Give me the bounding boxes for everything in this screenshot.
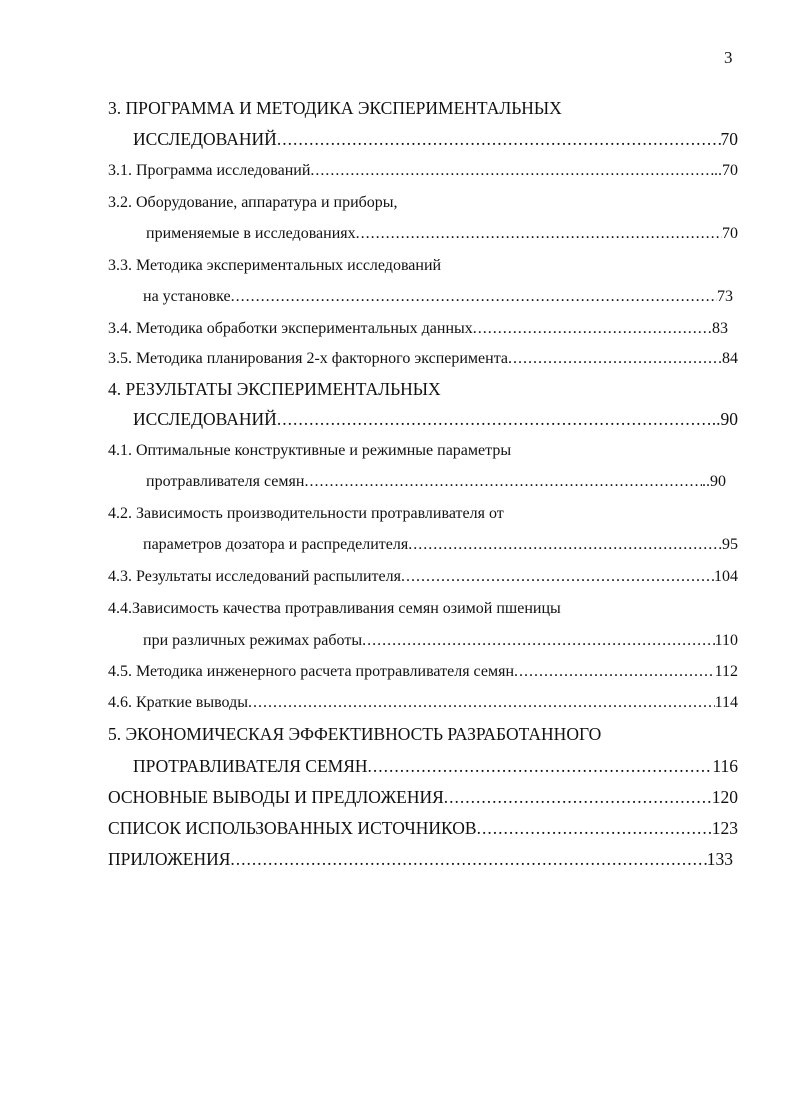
leader-dots: [310, 158, 714, 184]
toc-entry-text: 5. ЭКОНОМИЧЕСКАЯ ЭФФЕКТИВНОСТЬ РАЗРАБОТАННОГО: [108, 724, 602, 744]
toc-entry-3-2-cont: [146, 221, 738, 247]
toc-entry-3-heading: [108, 95, 738, 121]
toc-entry-text: 4. РЕЗУЛЬТАТЫ ЭКСПЕРИМЕНТАЛЬНЫХ: [108, 379, 441, 399]
toc-entry-text: 3. ПРОГРАММА И МЕТОДИКА ЭКСПЕРИМЕНТАЛЬНЫХ: [108, 98, 562, 118]
toc-entry-page: 70: [720, 129, 738, 149]
toc-entry-4-heading: [108, 376, 738, 402]
toc-entry-text: 4.2. Зависимость производительности протравливателя от: [108, 505, 504, 522]
toc-entry-text: 3.4. Методика обработки экспериментальных данных: [108, 320, 473, 337]
toc-entry-references: [108, 815, 738, 841]
toc-entry-3-5: [108, 346, 738, 372]
toc-entry-page: 110: [714, 632, 738, 649]
leader-dots: [277, 406, 712, 432]
leader-dots: [477, 815, 712, 841]
toc-entry-appendices: [108, 846, 733, 872]
toc-entry-text: 4.4.Зависимость качества протравливания семян озимой пшеницы: [108, 600, 561, 617]
leader-dots: [362, 628, 715, 654]
toc-entry-text: ПРОТРАВЛИВАТЕЛЯ СЕМЯН: [133, 756, 368, 776]
toc-entry-text: 4.5. Методика инженерного расчета протравливателя семян: [108, 663, 514, 680]
leader-dots: [508, 346, 722, 372]
toc-entry-text: на установке: [143, 288, 231, 305]
toc-entry-page: ..90: [711, 409, 738, 429]
toc-entry-5-heading: [108, 721, 738, 747]
toc-entry-text: 4.6. Краткие выводы: [108, 694, 248, 711]
toc-entry-page: ..90: [702, 473, 726, 490]
toc-entry-text: 3.3. Методика экспериментальных исследований: [108, 257, 442, 274]
toc-entry-page: 123: [711, 818, 738, 838]
toc-entry-page: 83: [712, 320, 728, 337]
toc-entry-text: 4.3. Результаты исследований распылителя: [108, 568, 401, 585]
toc-entry-4-1: [108, 438, 738, 464]
leader-dots: [230, 846, 706, 872]
toc-entry-conclusions: [108, 784, 738, 810]
toc-entry-text: 3.1. Программа исследований: [108, 162, 311, 179]
toc-entry-page: 104: [714, 568, 738, 585]
toc-entry-5-heading-cont: [133, 753, 738, 779]
toc-entry-3-2: [108, 190, 738, 216]
toc-entry-page: 95: [722, 536, 738, 553]
toc-entry-text: 3.2. Оборудование, аппаратура и приборы,: [108, 194, 398, 211]
toc-entry-3-1: [108, 158, 738, 184]
toc-entry-text: ИССЛЕДОВАНИЙ: [133, 409, 277, 429]
toc-entry-text: применяемые в исследованиях: [146, 225, 356, 242]
toc-entry-4-heading-cont: [133, 406, 738, 432]
toc-entry-4-4: [108, 596, 738, 622]
toc-entry-4-5: [108, 659, 738, 685]
toc-entry-4-2: [108, 501, 738, 527]
leader-dots: [248, 690, 715, 716]
toc-entry-page: 116: [712, 756, 738, 776]
leader-dots: [401, 564, 714, 590]
toc-entry-page: 84: [722, 350, 738, 367]
toc-entry-text: ПРИЛОЖЕНИЯ: [108, 849, 231, 869]
toc-entry-text: ОСНОВНЫЕ ВЫВОДЫ И ПРЕДЛОЖЕНИЯ: [108, 787, 444, 807]
toc-entry-4-3: [108, 564, 738, 590]
page-number: 3: [724, 48, 733, 67]
toc-entry-text: при различных режимах работы: [143, 632, 363, 649]
toc-entry-page: 112: [714, 663, 738, 680]
toc-entry-text: ИССЛЕДОВАНИЙ: [133, 129, 277, 149]
toc-entry-3-heading-cont: [133, 126, 738, 152]
toc-entry-page: 73: [717, 288, 733, 305]
leader-dots: [408, 532, 722, 558]
toc-entry-text: 3.5. Методика планирования 2-х факторного эксперимента: [108, 350, 508, 367]
leader-dots: [368, 753, 713, 779]
toc-entry-3-3-cont: [143, 284, 733, 310]
toc-entry-4-6: [108, 690, 738, 716]
leader-dots: [356, 221, 722, 247]
leader-dots: [277, 126, 721, 152]
leader-dots: [514, 659, 715, 685]
leader-dots: [231, 284, 717, 310]
leader-dots: [304, 469, 702, 495]
toc-entry-4-1-cont: [146, 469, 726, 495]
leader-dots: [444, 784, 712, 810]
toc-entry-4-2-cont: [143, 532, 738, 558]
leader-dots: [473, 316, 712, 342]
toc-entry-text: 4.1. Оптимальные конструктивные и режимные параметры: [108, 442, 512, 459]
toc-entry-page: 133: [706, 849, 733, 869]
toc-entry-text: протравливателя семян: [146, 473, 305, 490]
toc-entry-page: 114: [714, 694, 738, 711]
toc-entry-4-4-cont: [143, 628, 738, 654]
toc-entry-3-3: [108, 253, 738, 279]
toc-entry-page: 120: [711, 787, 738, 807]
toc-entry-page: ..70: [714, 162, 738, 179]
toc-entry-text: СПИСОК ИСПОЛЬЗОВАННЫХ ИСТОЧНИКОВ: [108, 818, 477, 838]
toc-entry-3-4: [108, 316, 728, 342]
toc-entry-text: параметров дозатора и распределителя: [143, 536, 409, 553]
toc-entry-page: 70: [722, 225, 738, 242]
